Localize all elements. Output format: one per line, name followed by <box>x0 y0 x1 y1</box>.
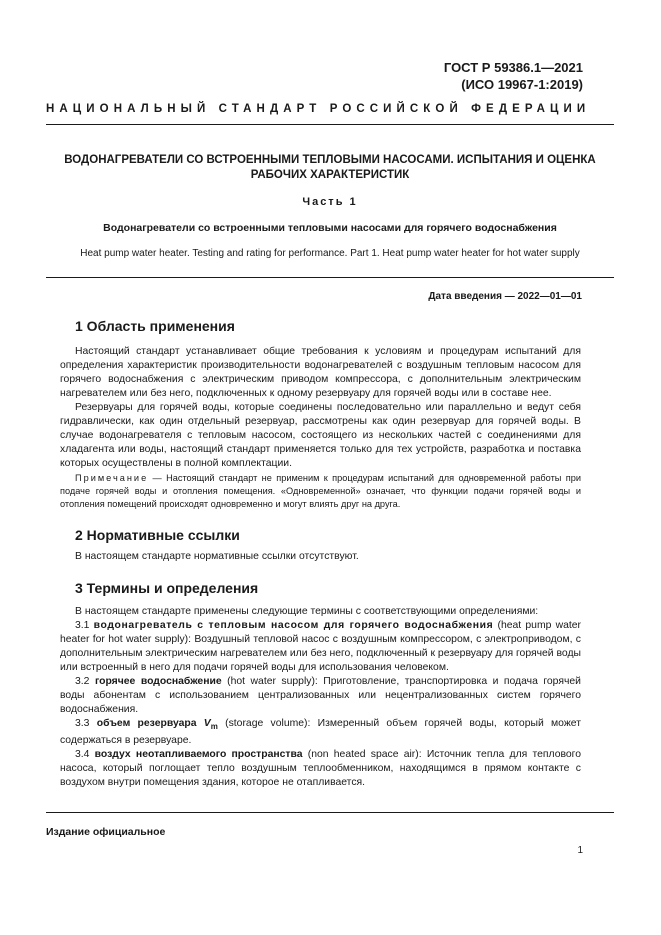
note-label: Примечание <box>75 473 149 483</box>
part-label: Часть 1 <box>302 196 358 208</box>
term-3-2 <box>60 675 581 717</box>
term-3-1 <box>60 619 581 675</box>
term-3-3-definition: (storage volume): Измеренный объем горячей воды, который может содержаться в резервуаре. <box>60 718 581 747</box>
section-1-body <box>60 345 581 471</box>
section-2-body <box>60 550 581 564</box>
note-text: — Настоящий стандарт не применим к процедурам испытаний для одновременной работы при подаче горячей воды и отопления помещения. «Одновременной» означает, что функции подачи горячей воды и отопления помещений происходят одновременно и могут влиять друг на друга. <box>60 473 581 509</box>
term-3-3-number: 3.3 <box>75 718 97 729</box>
title-divider <box>46 277 614 278</box>
section-3-intro: В настоящем стандарте применены следующие термины с соответствующими определениями: <box>75 606 539 617</box>
section-2-paragraph-1: В настоящем стандарте нормативные ссылки отсутствуют. <box>75 551 359 562</box>
term-3-1-term: водонагреватель с тепловым насосом для горячего водоснабжения <box>93 620 494 631</box>
english-title: Heat pump water heater. Testing and rating for performance. Part 1. Heat pump water heater for hot water supply <box>80 248 580 259</box>
section-2-heading: 2 Нормативные ссылки <box>75 527 240 543</box>
term-3-3-subscript: m <box>210 722 218 732</box>
term-3-2-definition: (hot water supply): Приготовление, транспортировка и подача горячей воды абонентам с использованием централизованных или нецентрализованных систем горячего водоснабжения. <box>60 676 581 715</box>
page-number: 1 <box>577 845 583 856</box>
term-3-3-symbol: V <box>203 718 211 729</box>
section-1-heading: 1 Область применения <box>75 318 235 334</box>
term-3-3 <box>60 717 581 748</box>
term-3-2-number: 3.2 <box>75 676 95 687</box>
term-3-2-term: горячее водоснабжение <box>94 676 222 687</box>
term-3-4-definition: (non heated space air): Источник тепла для теплового насоса, который поглощает тепло воздушным теплообменником, находящимся в прямом контакте с воздухом внутри помещения здания, которое не отапливается. <box>60 749 581 789</box>
term-3-4 <box>60 748 581 790</box>
section-1-note <box>60 472 581 511</box>
document-subtitle: Водонагреватели со встроенными тепловыми насосами для горячего водоснабжения <box>103 222 557 234</box>
footer-divider <box>46 812 614 813</box>
document-title-line-1: ВОДОНАГРЕВАТЕЛИ СО ВСТРОЕННЫМИ ТЕПЛОВЫМИ НАСОСАМИ. ИСПЫТАНИЯ И ОЦЕНКА <box>64 154 596 166</box>
header-divider <box>46 124 614 125</box>
section-3-body <box>60 605 581 790</box>
document-title-line-2: РАБОЧИХ ХАРАКТЕРИСТИК <box>250 169 410 181</box>
section-1-paragraph-1: Настоящий стандарт устанавливает общие требования к условиям и процедурам испытаний для определения характеристик производительности водонагревателей с воздушным тепловым насосом для горячего водоснабжения с электрическим приводом компрессора, с дополнительным электрическим нагревателем или без него, подключенных к одному резервуару для горячей воды или в составе нее. <box>60 346 581 399</box>
term-3-3-term: объем резервуара <box>96 718 204 729</box>
section-1-paragraph-2: Резервуары для горячей воды, которые соединены последовательно или параллельно и ведут себя гидравлически, как один отдельный резервуар, рассмотрены как один резервуар для горячей воды. В случае водонагревателя с тепловым насосом, состоящего из нескольких частей с соединениями для хладагента или воды, настоящий стандарт применяется только для тех устройств, разработка и поставка которых осуществлены в полной комплектации. <box>60 402 581 469</box>
document-number: ГОСТ Р 59386.1—2021 <box>443 60 583 75</box>
term-3-4-term: воздух неотапливаемого пространства <box>94 749 303 761</box>
iso-number: (ИСО 19967-1:2019) <box>461 77 583 92</box>
official-edition-label: Издание официальное <box>46 826 166 838</box>
term-3-1-number: 3.1 <box>75 620 94 631</box>
section-3-heading: 3 Термины и определения <box>75 580 259 596</box>
term-3-4-number: 3.4 <box>75 749 95 761</box>
national-standard-heading: НАЦИОНАЛЬНЫЙ СТАНДАРТ РОССИЙСКОЙ ФЕДЕРАЦИИ <box>46 103 591 115</box>
introduction-date: Дата введения — 2022—01—01 <box>428 291 582 302</box>
term-3-1-definition: (heat pump water heater for hot water supply): Воздушный тепловой насос с воздушным компрессором, с электроприводом, с дополнительным электрическим нагревателем или без него, подключенный к резервуару для горячей воды или встроенный в него для подачи горячей воды для использования человеком. <box>60 620 582 673</box>
